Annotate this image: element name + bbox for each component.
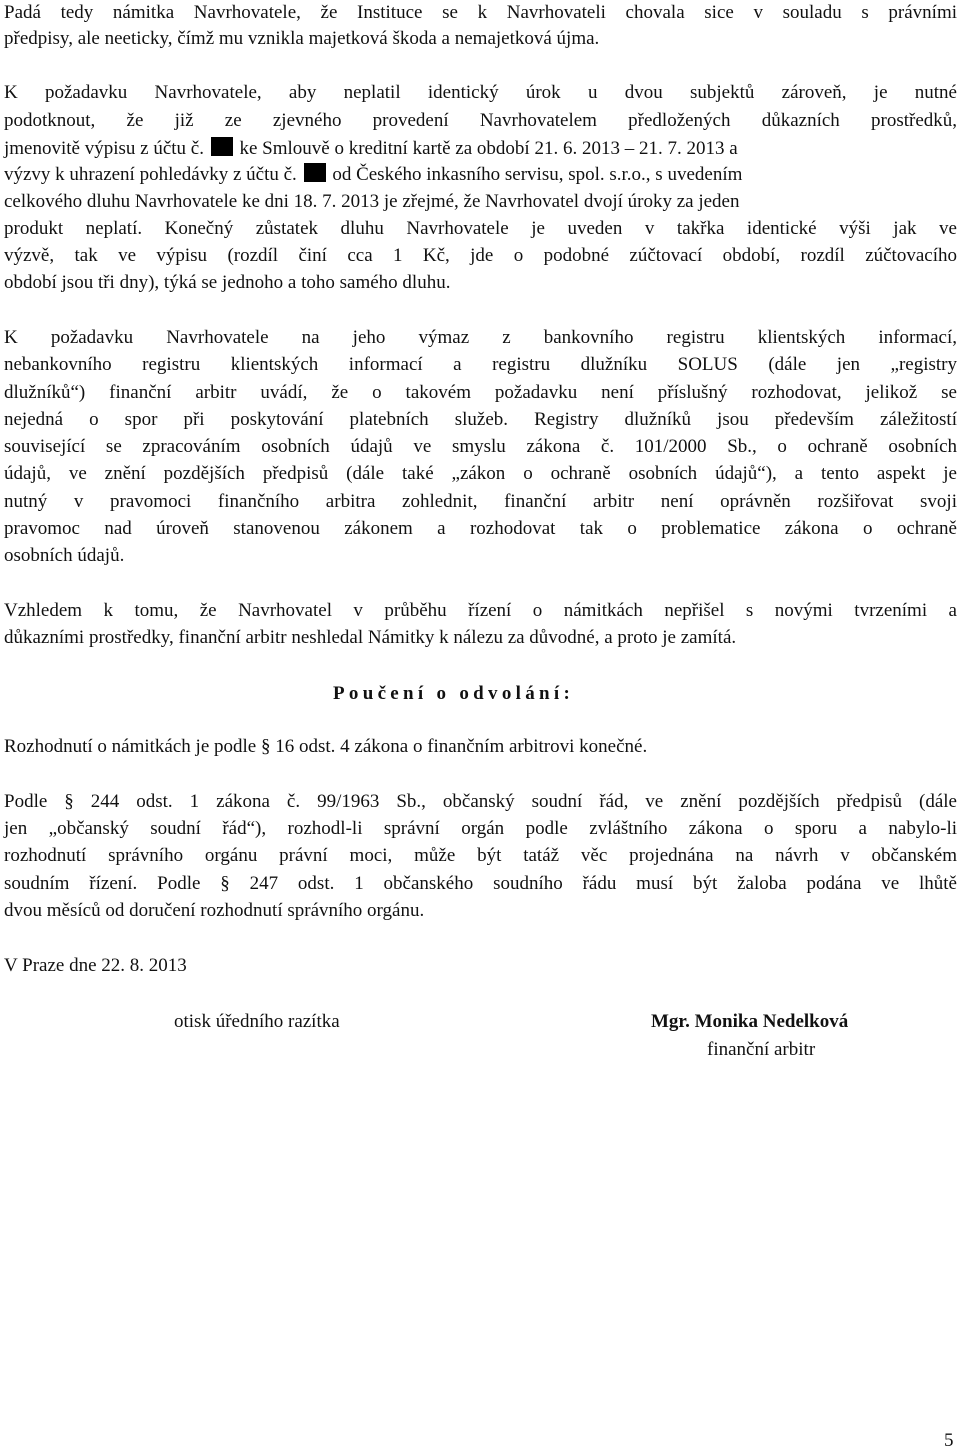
place-and-date: V Praze dne 22. 8. 2013 [4,955,187,976]
signer-name: Mgr. Monika Nedelková [651,1011,849,1032]
paragraph-3-line: dlužníků“) finanční arbitr uvádí, že o takovém požadavku není příslušný rozhodovat, jelikož se [4,382,957,403]
paragraph-6-line: Podle § 244 odst. 1 zákona č. 99/1963 Sb., občanský soudní řád, ve znění pozdějších předpisů (dále [4,791,957,812]
paragraph-2-line: celkového dluhu Navrhovatele ke dni 18. 7. 2013 je zřejmé, že Navrhovatel dvojí úroky za jeden [4,191,740,212]
paragraph-4-line: Vzhledem k tomu, že Navrhovatel v průběhu řízení o námitkách nepřišel s novými tvrzeními a [4,600,957,621]
paragraph-3-line: související se zpracováním osobních údajů ve smyslu zákona č. 101/2000 Sb., o ochraně osobních [4,436,957,457]
paragraph-4-line: důkazními prostředky, finanční arbitr neshledal Námitky k nálezu za důvodné, a proto je zamítá. [4,627,737,648]
redacted-account-number [211,137,233,156]
paragraph-2-text: ke Smlouvě o kreditní kartě za období 21. 6. 2013 – 21. 7. 2013 a [239,138,738,159]
appeal-heading: Poučení o odvolání: [333,683,575,704]
paragraph-1-line: předpisy, ale neeticky, čímž mu vznikla majetková škoda a nemajetková újma. [4,28,600,49]
paragraph-2-line: K požadavku Navrhovatele, aby neplatil identický úrok u dvou subjektů zároveň, je nutné [4,82,957,103]
signer-role: finanční arbitr [707,1039,816,1060]
paragraph-2-text: od Českého inkasního servisu, spol. s.r.o., s uvedením [332,164,743,185]
redacted-account-number [304,163,326,182]
paragraph-2-text: jmenovitě výpisu z účtu č. [4,138,204,159]
stamp-note: otisk úředního razítka [174,1011,340,1032]
paragraph-6-line: jen „občanský soudní řád“), rozhodl-li správní orgán podle zvláštního zákona o sporu a nabylo-li [4,818,957,839]
paragraph-2-line: podotknout, že již ze zjevného provedení Navrhovatelem předložených důkazních prostředků, [4,110,957,131]
page-number: 5 [944,1430,954,1451]
paragraph-3-line: K požadavku Navrhovatele na jeho výmaz z bankovního registru klientských informací, [4,327,957,348]
paragraph-2-line: výzvě, tak ve výpisu (rozdíl činí cca 1 Kč, jde o podobné zúčtovací období, rozdíl zúčtovacího [4,245,957,266]
paragraph-6-line: rozhodnutí správního orgánu právní moci, může být tatáž věc projednána na návrh v občanském [4,845,957,866]
paragraph-2-line [4,162,742,188]
paragraph-3-line: nebankovního registru klientských informací a registru dlužníku SOLUS (dále jen „registry [4,354,957,375]
paragraph-3-line: údajů, ve znění pozdějších předpisů (dále také „zákon o ochraně osobních údajů“), a tento aspekt je [4,463,957,484]
paragraph-1-line: Padá tedy námitka Navrhovatele, že Instituce se k Navrhovateli chovala sice v souladu s právními [4,2,957,23]
paragraph-3-line: nejedná o spor při poskytování platebních služeb. Registry dlužníků jsou především záležitostí [4,409,957,430]
finality-statement: Rozhodnutí o námitkách je podle § 16 odst. 4 zákona o finančním arbitrovi konečné. [4,736,648,757]
paragraph-6-line: dvou měsíců od doručení rozhodnutí správního orgánu. [4,900,425,921]
paragraph-3-line: pravomoc nad úroveň stanovenou zákonem a rozhodovat tak o problematice zákona o ochraně [4,518,957,539]
paragraph-3-line: nutný v pravomoci finančního arbitra zohlednit, finanční arbitr není oprávněn rozšiřovat svoji [4,491,957,512]
paragraph-2-text: výzvy k uhrazení pohledávky z účtu č. [4,164,297,185]
paragraph-2-line [4,136,738,162]
paragraph-6-line: soudním řízení. Podle § 247 odst. 1 občanského soudního řádu musí být žaloba podána ve lhůtě [4,873,957,894]
paragraph-2-line: produkt neplatí. Konečný zůstatek dluhu Navrhovatele je uveden v takřka identické výši jak ve [4,218,957,239]
paragraph-2-line: období jsou tři dny), týká se jednoho a toho samého dluhu. [4,272,451,293]
paragraph-3-line: osobních údajů. [4,545,125,566]
